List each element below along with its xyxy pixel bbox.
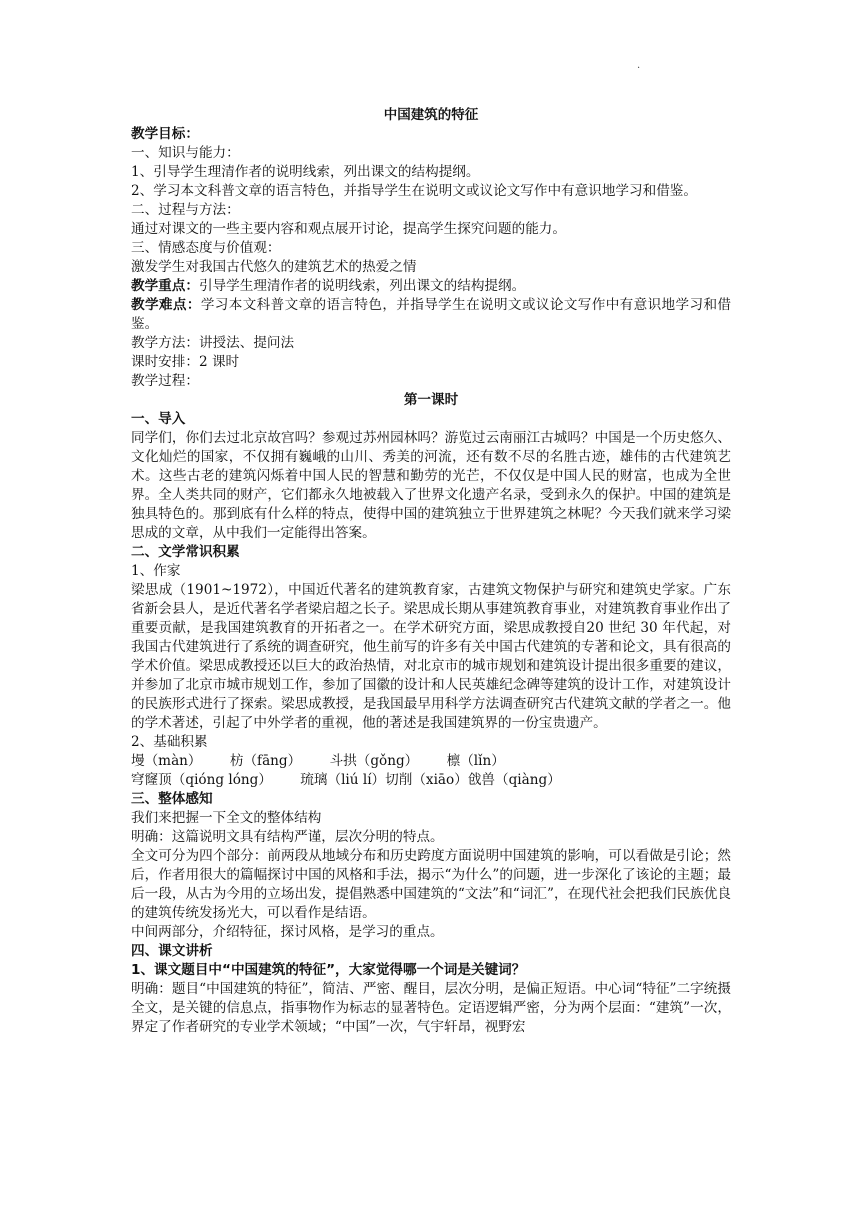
key-point (131, 277, 731, 296)
vocab-item: 枋（fāng） (229, 753, 302, 769)
section-3-line-1: 我们来把握一下全文的整体结构 (131, 810, 322, 826)
goal-3-text: 激发学生对我国古代悠久的建筑艺术的热爱之情 (131, 259, 417, 275)
goal-2-text: 通过对课文的一些主要内容和观点展开讨论，提高学生探究问题的能力。 (131, 221, 566, 237)
vocab-row-1 (131, 752, 731, 771)
section-1-heading: 一、导入 (131, 411, 186, 427)
header-mark: . (637, 60, 641, 71)
vocab-item: 墁（màn） (131, 753, 202, 769)
section-1-text: 同学们，你们去过北京故宫吗？参观过苏州园林吗？游览过云南丽江古城吗？中国是一个历史悠久、文化灿烂的国家，不仅拥有巍峨的山川、秀美的河流，还有数不尽的名胜古迹，雄伟的古代建筑艺术。这些古老的建筑闪烁着中国人民的智慧和勤劳的光芒，不仅仅是中国人民的财富，也成为全世界。全人类共同的财产，它们都永久地被载入了世界文化遗产名录，受到永久的保护。中国的建筑是独具特色的。那到底有什么样的特点，使得中国的建筑独立于世界建筑之林呢？今天我们就来学习梁思成的文章，从中我们一定能得出答案。 (131, 430, 731, 541)
vocab-item: 穹窿顶（qióng lóng） (131, 772, 272, 788)
key-text: 引导学生理清作者的说明线索，列出课文的结构提纲。 (198, 278, 526, 294)
section-2-1: 1、作家 (131, 563, 181, 579)
section-2-heading: 二、文学常识积累 (131, 544, 240, 560)
difficulty-text: 学习本文科普文章的语言特色，并指导学生在说明文或议论文写作中有意识地学习和借鉴。 (131, 297, 731, 332)
vocab-item: 琉璃（liú lí）切削（xiāo）戗兽（qiàng） (300, 772, 561, 788)
vocab-item: 斗拱（gǒng） (329, 753, 419, 769)
section-4-heading: 四、课文讲析 (131, 943, 213, 959)
lesson-1-heading: 第一课时 (403, 392, 459, 408)
key-label: 教学重点： (131, 278, 199, 294)
goal-1-1: 1、引导学生理清作者的说明线索，列出课文的结构提纲。 (131, 164, 480, 180)
difficulty-point (131, 296, 731, 334)
document-body (131, 106, 731, 1037)
section-2-1-text: 梁思成（1901~1972），中国近代著名的建筑教育家，古建筑文物保护与研究和建筑史学家。广东省新会县人，是近代著名学者梁启超之长子。梁思成长期从事建筑教育事业，对建筑教育事业作出了重要贡献，是我国建筑教育的开拓者之一。在学术研究方面，梁思成教授自20 世纪 30 年代起，对我国古代建筑进行了系统的调查研究，他生前写的许多有关中国古代建筑的专著和论文，具有很高的学术价值。梁思成教授还以巨大的政治热情，对北京市的城市规划和建筑设计提出很多重要的建议，并参加了北京市城市规划工作，参加了国徽的设计和人民英雄纪念碑等建筑的设计工作，对建筑设计的民族形式进行了探索。梁思成教授，是我国最早用科学方法调查研究古代建筑文献的学者之一。他的学术著述，引起了中外学者的重视，他的著述是我国建筑界的一份宝贵遗产。 (131, 582, 731, 731)
process-label: 教学过程： (131, 373, 199, 389)
section-3-line-2: 明确：这篇说明文具有结构严谨，层次分明的特点。 (131, 829, 444, 845)
section-3-line-4: 中间两部分，介绍特征，探讨风格，是学习的重点。 (131, 924, 444, 940)
section-2-2: 2、基础积累 (131, 734, 208, 750)
vocab-row-2 (131, 771, 731, 790)
teaching-method: 教学方法：讲授法、提问法 (131, 335, 295, 351)
goal-3: 三、情感态度与价值观： (131, 240, 281, 256)
section-4-question-1: 1、课文题目中“中国建筑的特征”，大家觉得哪一个词是关键词？ (131, 962, 526, 978)
goal-1: 一、知识与能力： (131, 145, 240, 161)
document-title: 中国建筑的特征 (383, 107, 479, 123)
section-3-heading: 三、整体感知 (131, 791, 213, 807)
schedule: 课时安排：2 课时 (131, 354, 240, 370)
difficulty-label: 教学难点： (131, 297, 201, 313)
section-4-answer-1: 明确：题目“中国建筑的特征”，简洁、严密、醒目，层次分明，是偏正短语。中心词“特征”二字统摄全文，是关键的信息点，指事物作为标志的显著特色。定语逻辑严密，分为两个层面：“建筑”一次，界定了作者研究的专业学术领域；“中国”一次，气宇轩昂，视野宏 (131, 981, 731, 1035)
section-3-line-3: 全文可分为四个部分：前两段从地域分布和历史跨度方面说明中国建筑的影响，可以看做是引论；然后，作者用很大的篇幅探讨中国的风格和手法，揭示“为什么”的问题，进一步深化了该论的主题；最后一段，从古为今用的立场出发，提倡熟悉中国建筑的“文法”和“词汇”，在现代社会把我们民族优良的建筑传统发扬光大，可以看作是结语。 (131, 848, 731, 921)
goal-2: 二、过程与方法： (131, 202, 240, 218)
goals-label: 教学目标： (131, 126, 199, 142)
goal-1-2: 2、学习本文科普文章的语言特色，并指导学生在说明文或议论文写作中有意识地学习和借鉴。 (131, 183, 697, 199)
vocab-item: 檩（lǐn） (446, 753, 505, 769)
